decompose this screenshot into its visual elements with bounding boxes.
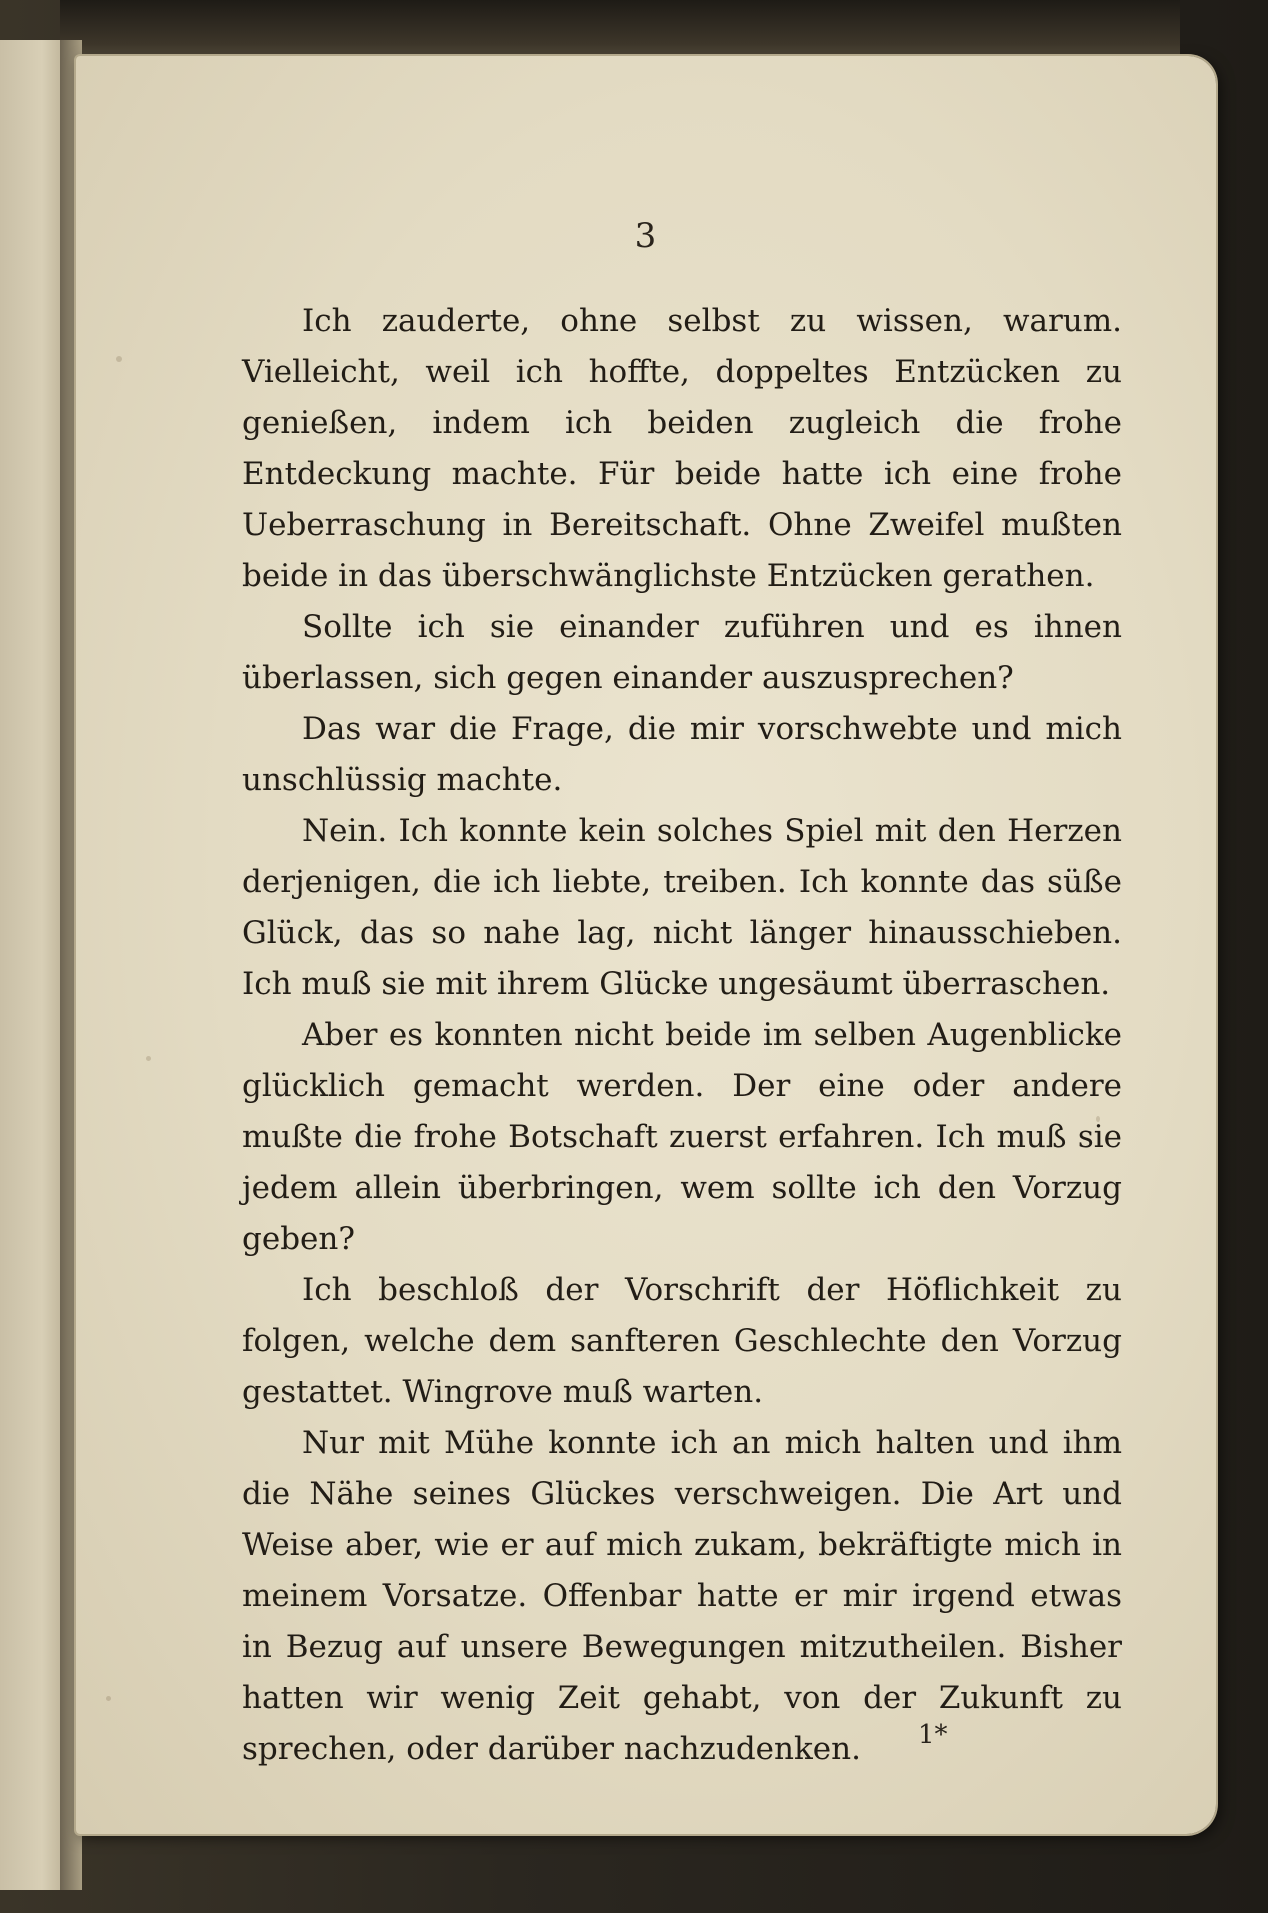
paragraph: Sollte ich sie einander zuführen und es ihnen überlassen, sich gegen einander auszusprechen? [242,609,1122,696]
paragraph: Nein. Ich konnte kein solches Spiel mit den Herzen derjenigen, die ich liebte, treiben. Ich konnte das süße Glück, das so nahe lag, nicht länger hinausschieben. Ich muß sie mit ihrem Glücke ungesäumt überraschen. [242,813,1122,1002]
foxing-speck [116,356,122,362]
paragraph: Ich zauderte, ohne selbst zu wissen, warum. Vielleicht, weil ich hoffte, doppeltes Entzücken zu genießen, indem ich beiden zugleich die frohe Entdeckung machte. Für beide hatte ich eine frohe Ueberraschung in Bereitschaft. Ohne Zweifel mußten beide in das überschwänglichste Entzücken gerathen. [242,303,1122,594]
foxing-speck [146,1056,151,1061]
cover-top-edge [60,0,1180,62]
page-number: 3 [634,216,658,256]
foxing-speck [1056,476,1060,480]
foxing-speck [106,1696,111,1701]
paragraph: Das war die Frage, die mir vorschwebte und mich unschlüssig machte. [242,711,1122,798]
page-text [242,296,1122,1775]
signature-mark: 1* [918,1720,948,1750]
paragraph: Ich beschloß der Vorschrift der Höflichkeit zu folgen, welche dem sanfteren Geschlechte den Vorzug gestattet. Wingrove muß warten. [242,1272,1122,1410]
foxing-speck [1096,1116,1100,1122]
paragraph: Aber es konnten nicht beide im selben Augenblicke glücklich gemacht werden. Der eine oder andere mußte die frohe Botschaft zuerst erfahren. Ich muß sie jedem allein überbringen, wem sollte ich den Vorzug geben? [242,1017,1122,1257]
book-page [76,56,1216,1834]
paragraph: Nur mit Mühe konnte ich an mich halten und ihm die Nähe seines Glückes verschweigen. Die Art und Weise aber, wie er auf mich zukam, bekräftigte mich in meinem Vorsatze. Offenbar hatte er mir irgend etwas in Bezug auf unsere Bewegungen mitzutheilen. Bisher hatten wir wenig Zeit gehabt, von der Zukunft zu sprechen, oder darüber nachzudenken. [242,1425,1122,1767]
